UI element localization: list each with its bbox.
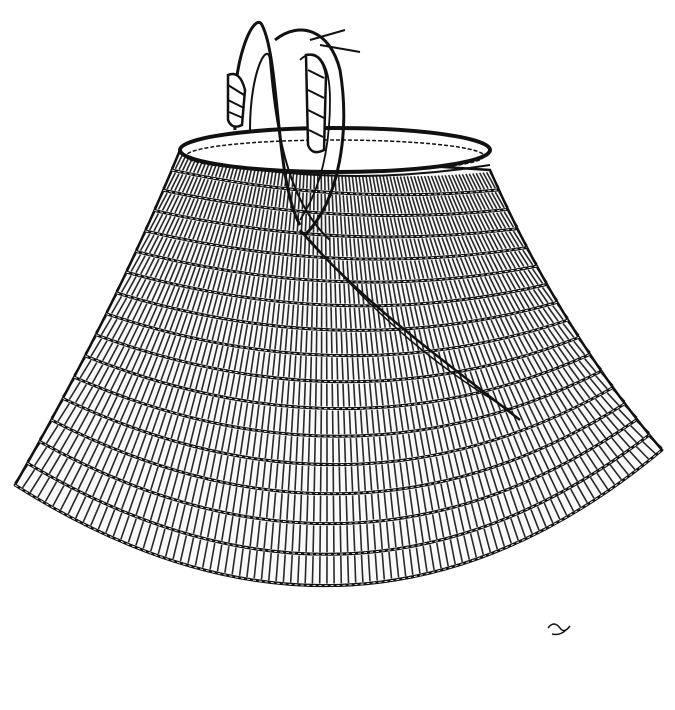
tie-knot-right (306, 55, 326, 152)
